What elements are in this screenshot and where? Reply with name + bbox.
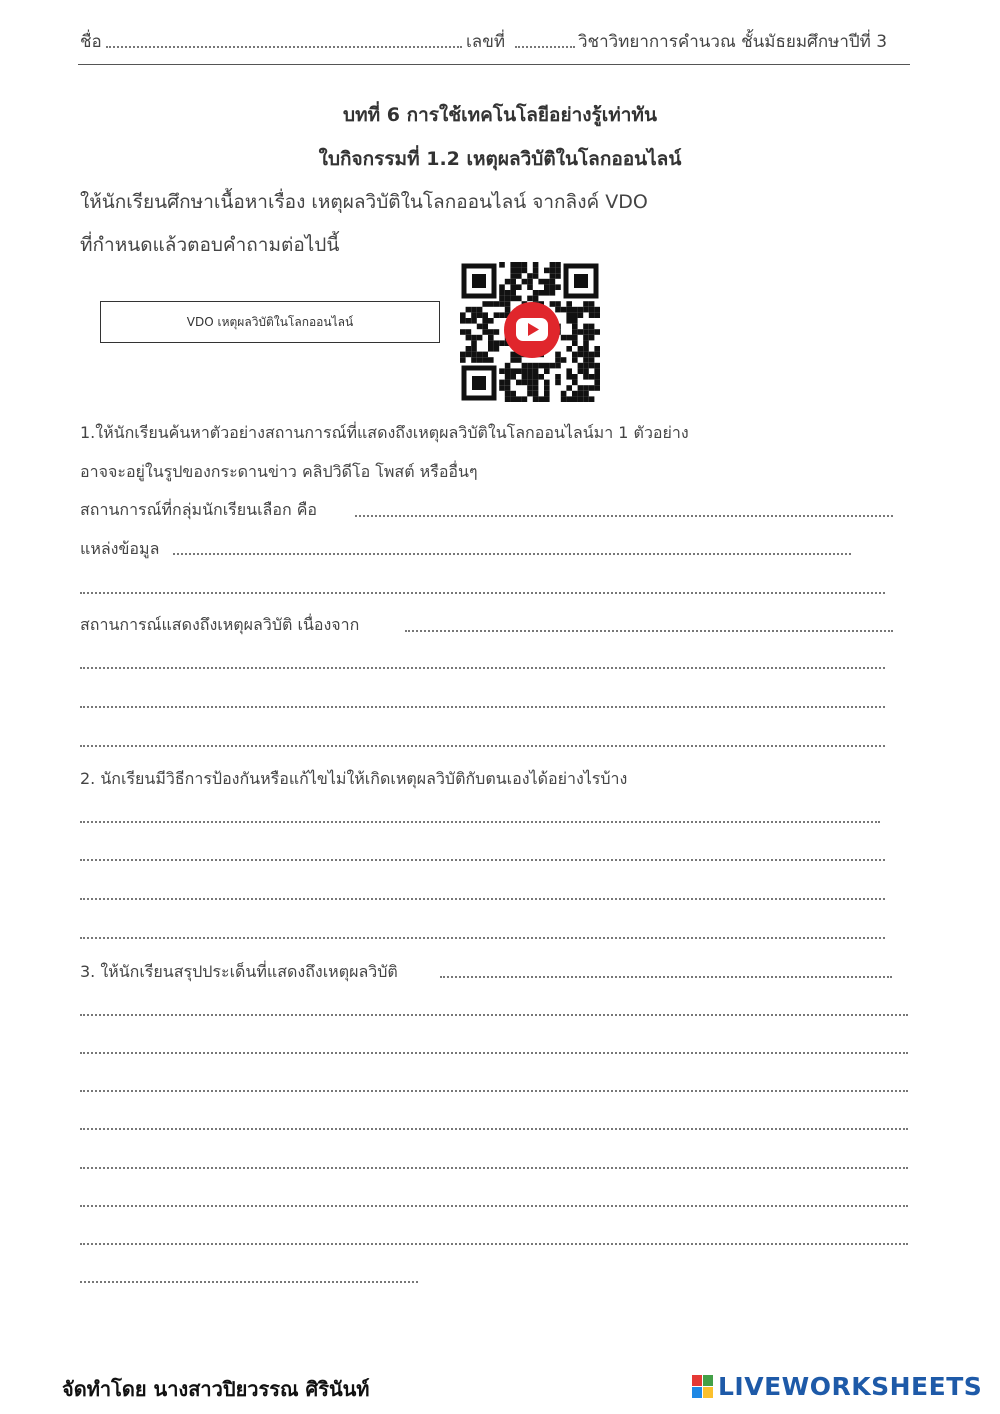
question-2-answer-line-4[interactable] — [80, 937, 885, 939]
liveworksheets-brand[interactable] — [692, 1372, 982, 1401]
question-3-answer-line-2[interactable] — [80, 1052, 908, 1054]
question-2-text: 2. นักเรียนมีวิธีการป้องกันหรือแก้ไขไม่ให้เกิดเหตุผลวิบัติกับตนเองได้อย่างไรบ้าง — [80, 769, 628, 788]
number-label: เลขที่ — [466, 32, 506, 52]
name-label: ชื่อ — [80, 32, 102, 52]
reason-answer-line-4[interactable] — [80, 745, 885, 747]
author-credit: จัดทำโดย นางสาวปิยวรรณ ศิรินันท์ — [62, 1377, 370, 1401]
reason-answer-line[interactable] — [405, 630, 893, 632]
reason-label: สถานการณ์แสดงถึงเหตุผลวิบัติ เนื่องจาก — [80, 615, 360, 634]
question-2-answer-line-3[interactable] — [80, 898, 885, 900]
source-label: แหล่งข้อมูล — [80, 539, 160, 558]
question-3-answer-line-0[interactable] — [440, 976, 892, 978]
question-1-line-1: 1.ให้นักเรียนค้นหาตัวอย่างสถานการณ์ที่แสดงถึงเหตุผลวิบัติในโลกออนไลน์มา 1 ตัวอย่าง — [80, 423, 689, 442]
source-answer-line[interactable] — [173, 553, 851, 555]
activity-title: ใบกิจกรรมที่ 1.2 เหตุผลวิบัติในโลกออนไลน์ — [318, 148, 682, 170]
question-2-answer-line-1[interactable] — [80, 821, 880, 823]
name-blank[interactable] — [106, 46, 462, 48]
reason-answer-line-3[interactable] — [80, 706, 885, 708]
header-divider — [78, 64, 910, 65]
number-blank[interactable] — [515, 46, 575, 48]
video-link-button[interactable] — [100, 301, 440, 343]
question-2-answer-line-2[interactable] — [80, 859, 885, 861]
question-1-line-2: อาจจะอยู่ในรูปของกระดานข่าว คลิปวิดีโอ โพสต์ หรืออื่นๆ — [80, 462, 478, 481]
situation-answer-line[interactable] — [355, 515, 893, 517]
question-3-answer-line-1[interactable] — [80, 1014, 908, 1016]
qr-code-icon[interactable] — [460, 262, 600, 402]
brand-text: LIVEWORKSHEETS — [718, 1372, 983, 1401]
instruction-line-2: ที่กำหนดแล้วตอบคำถามต่อไปนี้ — [80, 234, 340, 256]
liveworksheets-logo-icon — [692, 1375, 714, 1399]
question-3-answer-line-5[interactable] — [80, 1167, 908, 1169]
question-3-answer-line-7[interactable] — [80, 1243, 908, 1245]
question-3-text: 3. ให้นักเรียนสรุปประเด็นที่แสดงถึงเหตุผลวิบัติ — [80, 962, 398, 981]
question-3-answer-line-4[interactable] — [80, 1128, 908, 1130]
question-3-answer-line-8[interactable] — [80, 1281, 418, 1283]
youtube-play-icon — [504, 302, 560, 358]
video-link-label: VDO เหตุผลวิบัติในโลกออนไลน์ — [186, 314, 354, 329]
chapter-title: บทที่ 6 การใช้เทคโนโลยีอย่างรู้เท่าทัน — [343, 104, 657, 126]
instruction-line-1: ให้นักเรียนศึกษาเนื้อหาเรื่อง เหตุผลวิบัติในโลกออนไลน์ จากลิงค์ VDO — [80, 191, 648, 213]
reason-answer-line-2[interactable] — [80, 667, 885, 669]
source-answer-line-2[interactable] — [80, 592, 885, 594]
subject-label: วิชาวิทยาการคำนวณ ชั้นมัธยมศึกษาปีที่ 3 — [578, 32, 888, 52]
question-3-answer-line-6[interactable] — [80, 1205, 908, 1207]
situation-label: สถานการณ์ที่กลุ่มนักเรียนเลือก คือ — [80, 500, 318, 519]
question-3-answer-line-3[interactable] — [80, 1090, 908, 1092]
